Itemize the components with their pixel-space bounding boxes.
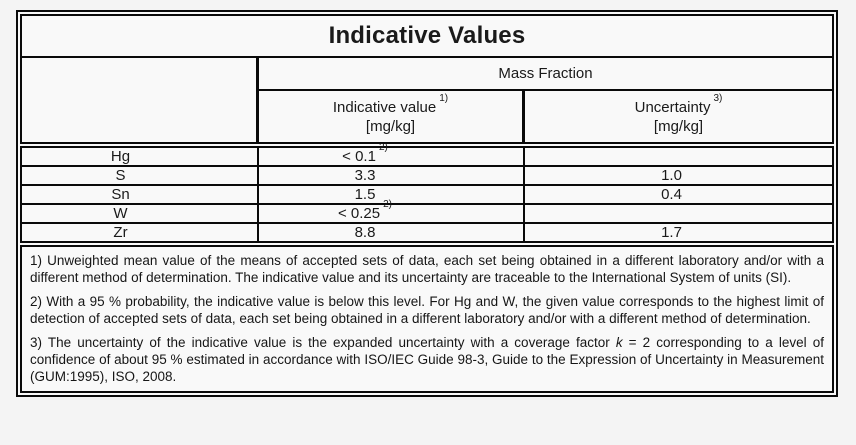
uncertainty-cell xyxy=(524,147,833,166)
note-ref-3: 3) xyxy=(713,92,723,104)
indicative-value-cell: 3.3 xyxy=(258,166,524,185)
footnote-2: 2) With a 95 % probability, the indicative value is below this level. For Hg and W, the given value corresponds to the highest limit of detection of accepted sets of data, each set being obtained in a different laboratory and/or with a different method of determination. xyxy=(30,294,824,326)
coverage-factor-k-symbol: k xyxy=(615,335,623,350)
table-row-zr xyxy=(21,223,833,242)
group-header-mass-fraction: Mass Fraction xyxy=(259,58,832,91)
indicative-value-label: Indicative value$^{1)}$ xyxy=(332,92,449,116)
uncertainty-unit: [mg/kg] xyxy=(653,117,704,135)
element-cell: Sn xyxy=(21,185,258,204)
column-header-indicative-value xyxy=(259,91,525,142)
element-cell: W xyxy=(21,204,258,223)
footnotes-content xyxy=(22,247,832,391)
indicative-value-cell: 1.5 xyxy=(258,185,524,204)
note-ref-1: 1) xyxy=(439,92,449,104)
element-cell: S xyxy=(21,166,258,185)
uncertainty-label: Uncertainty$^{3)}$ xyxy=(634,92,723,116)
indicative-value-cell: 8.8 xyxy=(258,223,524,242)
table-title: Indicative Values xyxy=(22,16,832,58)
column-header-uncertainty xyxy=(525,91,832,142)
table-row-sn xyxy=(21,185,833,204)
footnote-1: 1) Unweighted mean value of the means of accepted sets of data, each set being obtained in a different laboratory and/or with a different method of determination. The indicative value and its uncertainty are traceable to the International System of units (SI). xyxy=(30,253,824,285)
indicative-value-cell: < $0.1^{2)}$ xyxy=(258,147,524,166)
element-cell: Zr xyxy=(21,223,258,242)
uncertainty-cell: 0.4 xyxy=(524,185,833,204)
uncertainty-cell xyxy=(524,204,833,223)
note-ref-2: 2) xyxy=(378,142,388,153)
table-row-s xyxy=(21,166,833,185)
footnotes-block xyxy=(20,245,834,393)
table-row-hg xyxy=(21,147,833,166)
uncertainty-cell: 1.0 xyxy=(524,166,833,185)
element-cell: Hg xyxy=(21,147,258,166)
empty-corner-cell xyxy=(22,58,259,142)
uncertainty-cell: 1.7 xyxy=(524,223,833,242)
indicative-value-unit: [mg/kg] xyxy=(365,117,416,135)
certificate-table xyxy=(16,10,838,397)
table-header-block xyxy=(20,14,834,144)
note-ref-2: 2) xyxy=(383,199,393,210)
indicative-value-cell: < $0.25^{2)}$ xyxy=(258,204,524,223)
column-header-grid xyxy=(22,58,832,142)
data-table xyxy=(20,142,834,243)
footnote-3: 3) The uncertainty of the indicative value is the expanded uncertainty with a coverage factor k = 2 corresponding to a level of confidence of about 95 % estimated in accordance with ISO/IEC Guide 98-3, Guide to the Expression of Uncertainty in Measurement (GUM:1995), ISO, 2008. xyxy=(30,335,824,384)
table-row-w xyxy=(21,204,833,223)
